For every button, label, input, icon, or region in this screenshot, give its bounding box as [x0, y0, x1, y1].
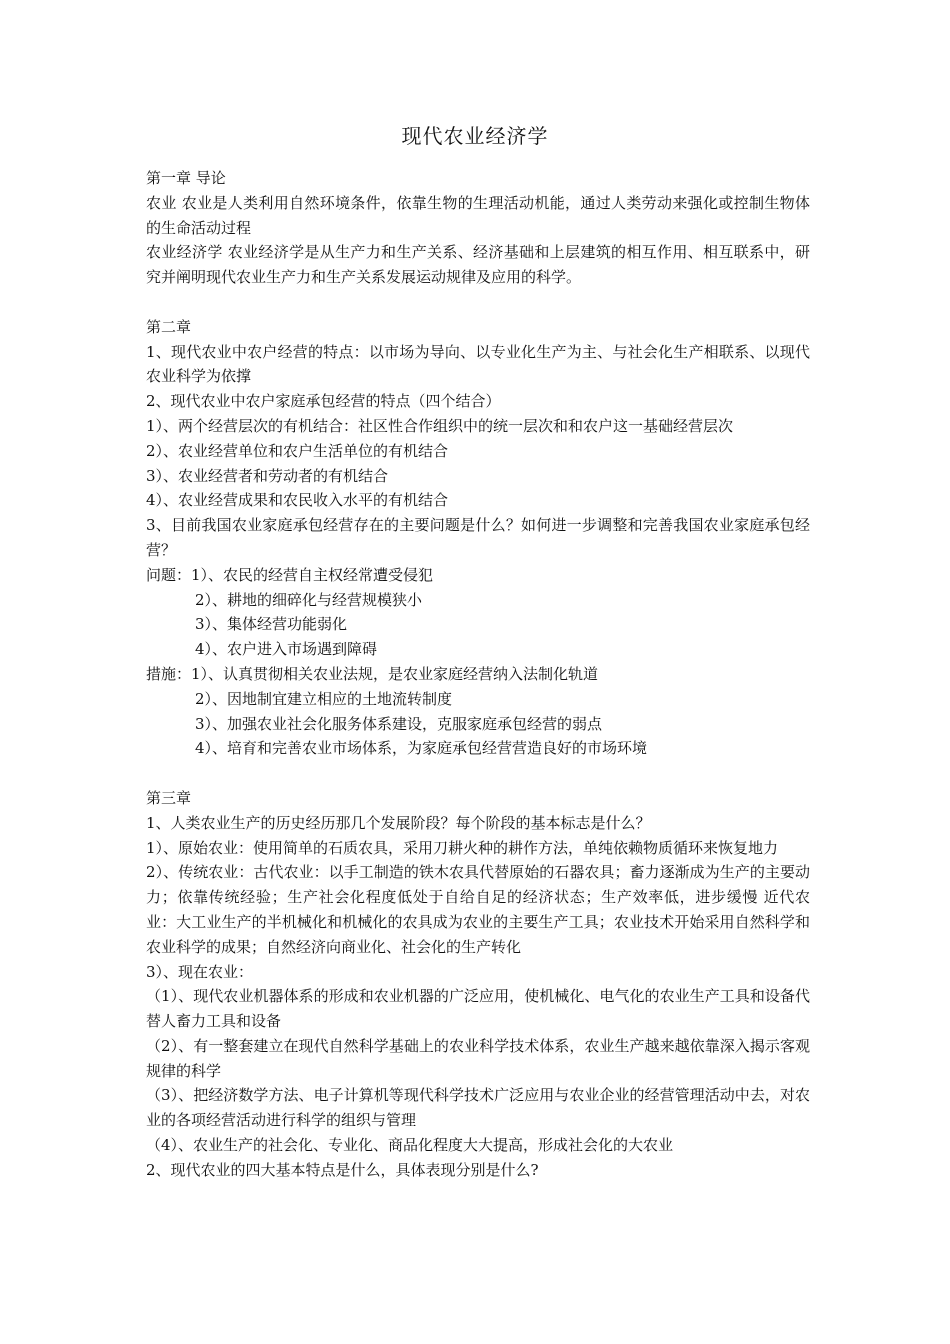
paragraph-gap — [146, 761, 810, 786]
list-item: 3）、加强农业社会化服务体系建设，克服家庭承包经营的弱点 — [195, 714, 603, 733]
list-item: 4）、农户进入市场遇到障碍 — [195, 640, 378, 659]
chapter-3-heading: 第三章 — [146, 788, 192, 807]
definition-agricultural-economics: 农业经济学 农业经济学是从生产力和生产关系、经济基础和上层建筑的相互作用、相互联系中，研究并阐明现代农业生产力和生产关系发展运动规律及应用的科学。 — [146, 243, 810, 287]
list-item: 3）、集体经营功能弱化 — [195, 615, 348, 634]
chapter-3-question-1: 1、人类农业生产的历史经历那几个发展阶段？每个阶段的基本标志是什么？ — [146, 813, 651, 832]
list-item: （1）、现代农业机器体系的形成和农业机器的广泛应用，使机械化、电气化的农业生产工具和设备代替人畜力工具和设备 — [146, 987, 810, 1031]
problems-first-item: 问题：1）、农民的经营自主权经常遭受侵犯 — [146, 565, 434, 584]
document-body — [146, 166, 810, 1183]
list-item: 2）、因地制宜建立相应的土地流转制度 — [195, 689, 453, 708]
list-item: （2）、有一整套建立在现代自然科学基础上的农业科学技术体系，农业生产越来越依靠深入揭示客观规律的科学 — [146, 1036, 810, 1080]
chapter-2-question-1: 1、现代农业中农户经营的特点：以市场为导向、以专业化生产为主、与社会化生产相联系、以现代农业科学为依撑 — [146, 342, 810, 386]
definition-agriculture: 农业 农业是人类利用自然环境条件，依靠生物的生理活动机能，通过人类劳动来强化或控制生物体的生命活动过程 — [146, 193, 810, 237]
chapter-2-question-3: 3、目前我国农业家庭承包经营存在的主要问题是什么？如何进一步调整和完善我国农业家庭承包经营？ — [146, 516, 810, 559]
list-item: 3）、农业经营者和劳动者的有机结合 — [146, 466, 389, 485]
list-item: 2）、农业经营单位和农户生活单位的有机结合 — [146, 441, 449, 460]
list-item: 4）、农业经营成果和农民收入水平的有机结合 — [146, 491, 449, 510]
chapter-2-question-2: 2、现代农业中农户家庭承包经营的特点（四个结合） — [146, 392, 501, 411]
chapter-1-heading: 第一章 导论 — [146, 169, 226, 187]
stage-primitive: 1）、原始农业：使用简单的石质农具，采用刀耕火种的耕作方法，单纯依赖物质循环来恢复地力 — [146, 838, 779, 857]
list-item: 4）、培育和完善农业市场体系，为家庭承包经营营造良好的市场环境 — [195, 739, 648, 758]
chapter-3-question-2: 2、现代农业的四大基本特点是什么，具体表现分别是什么? — [146, 1160, 539, 1179]
stage-modern: 3）、现在农业： — [146, 962, 254, 981]
list-item: （4）、农业生产的社会化、专业化、商品化程度大大提高，形成社会化的大农业 — [146, 1136, 674, 1155]
list-item: 2）、耕地的细碎化与经营规模狭小 — [195, 590, 423, 609]
document-title: 现代农业经济学 — [401, 124, 549, 148]
chapter-2-heading: 第二章 — [146, 317, 192, 336]
list-item: （3）、把经济数学方法、电子计算机等现代科学技术广泛应用与农业企业的经营管理活动中去，对农业的各项经营活动进行科学的组织与管理 — [146, 1086, 810, 1130]
stage-traditional: 2）、传统农业：古代农业：以手工制造的铁木农具代替原始的石器农具；畜力逐渐成为生产的主要动力；依靠传统经验；生产社会化程度低处于自给自足的经济状态；生产效率低，进步缓慢 近代农业：大工业生产的半机械化和机械化的农具成为农业的主要生产工具；农业技术开始采用自然科学和农业科学的成果；自然经济向商业化、社会化的生产转化 — [146, 863, 810, 956]
list-item: 1）、两个经营层次的有机结合：社区性合作组织中的统一层次和和农户这一基础经营层次 — [146, 416, 734, 435]
paragraph-gap — [146, 290, 810, 315]
measures-first-item: 措施：1）、认真贯彻相关农业法规，是农业家庭经营纳入法制化轨道 — [146, 664, 599, 683]
